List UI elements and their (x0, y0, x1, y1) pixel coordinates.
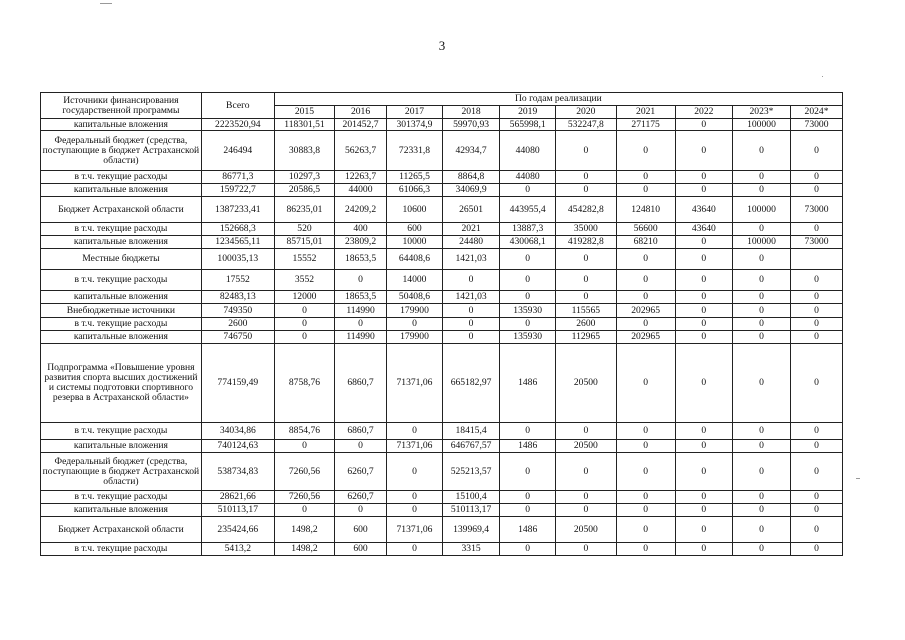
scan-speck (856, 478, 860, 479)
row-label: капитальные вложения (41, 291, 202, 304)
row-label: капитальные вложения (41, 236, 202, 249)
cell-year-value: 0 (274, 440, 334, 453)
cell-year-value: 0 (791, 223, 843, 236)
cell-year-value: 1486 (500, 517, 556, 543)
cell-year-value: 0 (791, 318, 843, 331)
cell-year-value: 0 (791, 543, 843, 556)
header-year: 2024* (791, 106, 843, 119)
cell-total: 100035,13 (201, 249, 274, 270)
cell-year-value: 15100,4 (443, 491, 500, 504)
cell-total: 774159,49 (201, 344, 274, 423)
table-row (41, 304, 843, 318)
row-label: Местные бюджеты (41, 249, 202, 270)
cell-year-value: 0 (732, 504, 790, 517)
cell-year-value: 112965 (556, 331, 616, 344)
cell-year-value: 18653,5 (335, 249, 387, 270)
row-label: Федеральный бюджет (средства, поступающие в бюджет Астраханской области) (41, 453, 202, 491)
cell-year-value: 179900 (386, 304, 442, 318)
cell-year-value: 0 (791, 304, 843, 318)
header-sources: Источники финансирования государственной программы (41, 93, 202, 119)
cell-year-value: 520 (274, 223, 334, 236)
table-row (41, 344, 843, 423)
cell-year-value: 0 (500, 423, 556, 440)
cell-year-value: 0 (732, 543, 790, 556)
cell-year-value: 13887,3 (500, 223, 556, 236)
cell-year-value: 271175 (616, 119, 675, 131)
cell-year-value: 0 (616, 440, 675, 453)
cell-total: 17552 (201, 270, 274, 291)
table-row (41, 223, 843, 236)
row-label: в т.ч. текущие расходы (41, 171, 202, 184)
cell-year-value: 179900 (386, 331, 442, 344)
header-row-top (41, 93, 843, 106)
cell-year-value: 6860,7 (335, 344, 387, 423)
cell-year-value: 0 (616, 131, 675, 171)
cell-year-value: 100000 (732, 236, 790, 249)
row-label: в т.ч. текущие расходы (41, 270, 202, 291)
cell-year-value: 600 (335, 517, 387, 543)
cell-year-value: 0 (274, 504, 334, 517)
cell-year-value: 0 (732, 344, 790, 423)
cell-year-value: 0 (386, 318, 442, 331)
cell-year-value: 0 (675, 344, 732, 423)
cell-total: 235424,66 (201, 517, 274, 543)
cell-year-value: 3552 (274, 270, 334, 291)
cell-year-value: 44080 (500, 171, 556, 184)
cell-year-value: 0 (616, 517, 675, 543)
cell-year-value: 71371,06 (386, 517, 442, 543)
cell-year-value: 0 (335, 318, 387, 331)
cell-year-value: 0 (791, 331, 843, 344)
header-total: Всего (201, 93, 274, 119)
cell-year-value: 0 (616, 270, 675, 291)
cell-year-value: 56600 (616, 223, 675, 236)
cell-year-value: 100000 (732, 197, 790, 223)
cell-year-value: 400 (335, 223, 387, 236)
cell-year-value: 56263,7 (335, 131, 387, 171)
cell-year-value: 0 (675, 453, 732, 491)
table-row (41, 517, 843, 543)
cell-year-value: 0 (791, 344, 843, 423)
header-year: 2022 (675, 106, 732, 119)
cell-year-value: 0 (556, 291, 616, 304)
cell-year-value: 0 (732, 440, 790, 453)
cell-year-value: 0 (556, 171, 616, 184)
cell-year-value: 3315 (443, 543, 500, 556)
row-label: капитальные вложения (41, 504, 202, 517)
cell-year-value: 0 (500, 543, 556, 556)
cell-year-value: 0 (675, 270, 732, 291)
row-label: Бюджет Астраханской области (41, 517, 202, 543)
cell-year-value: 0 (732, 291, 790, 304)
cell-year-value: 0 (335, 440, 387, 453)
header-year: 2020 (556, 106, 616, 119)
cell-year-value: 202965 (616, 304, 675, 318)
cell-year-value: 0 (386, 423, 442, 440)
cell-year-value: 0 (791, 270, 843, 291)
cell-year-value: 0 (556, 184, 616, 197)
cell-year-value: 71371,06 (386, 440, 442, 453)
cell-year-value: 0 (556, 543, 616, 556)
cell-year-value: 0 (500, 453, 556, 491)
table-row (41, 270, 843, 291)
cell-year-value: 0 (616, 291, 675, 304)
scan-speck (100, 3, 112, 4)
cell-total: 34034,86 (201, 423, 274, 440)
cell-total: 86771,3 (201, 171, 274, 184)
cell-year-value: 6260,7 (335, 491, 387, 504)
cell-year-value: 59970,93 (443, 119, 500, 131)
cell-year-value: 0 (335, 270, 387, 291)
cell-year-value: 0 (791, 440, 843, 453)
cell-year-value: 0 (791, 517, 843, 543)
cell-year-value: 0 (616, 543, 675, 556)
cell-year-value: 0 (791, 504, 843, 517)
cell-year-value: 0 (616, 453, 675, 491)
cell-year-value: 0 (274, 331, 334, 344)
row-label: в т.ч. текущие расходы (41, 318, 202, 331)
cell-year-value: 10000 (386, 236, 442, 249)
cell-year-value: 0 (675, 331, 732, 344)
row-label: Внебюджетные источники (41, 304, 202, 318)
cell-year-value: 24480 (443, 236, 500, 249)
cell-total: 2600 (201, 318, 274, 331)
row-label: Федеральный бюджет (средства, поступающие в бюджет Астраханской области) (41, 131, 202, 171)
cell-year-value: 44000 (335, 184, 387, 197)
cell-year-value: 0 (732, 331, 790, 344)
cell-year-value: 6860,7 (335, 423, 387, 440)
cell-year-value: 135930 (500, 304, 556, 318)
table-row (41, 440, 843, 453)
table-row (41, 131, 843, 171)
cell-year-value: 454282,8 (556, 197, 616, 223)
row-label: капитальные вложения (41, 331, 202, 344)
cell-year-value: 0 (556, 249, 616, 270)
cell-year-value: 665182,97 (443, 344, 500, 423)
cell-year-value: 0 (675, 119, 732, 131)
cell-year-value: 43640 (675, 223, 732, 236)
cell-year-value: 114990 (335, 304, 387, 318)
cell-year-value: 20500 (556, 440, 616, 453)
table-row (41, 171, 843, 184)
cell-year-value: 202965 (616, 331, 675, 344)
cell-total: 82483,13 (201, 291, 274, 304)
cell-year-value: 0 (675, 543, 732, 556)
cell-year-value: 0 (732, 318, 790, 331)
cell-year-value: 0 (500, 318, 556, 331)
cell-year-value: 0 (556, 423, 616, 440)
cell-year-value: 0 (791, 171, 843, 184)
cell-year-value: 0 (616, 171, 675, 184)
cell-year-value: 0 (675, 440, 732, 453)
table-row (41, 291, 843, 304)
cell-year-value: 72331,8 (386, 131, 442, 171)
cell-year-value: 0 (616, 344, 675, 423)
cell-year-value: 26501 (443, 197, 500, 223)
cell-total: 1387233,41 (201, 197, 274, 223)
cell-total: 246494 (201, 131, 274, 171)
cell-year-value: 0 (732, 517, 790, 543)
cell-year-value: 68210 (616, 236, 675, 249)
cell-year-value: 1421,03 (443, 291, 500, 304)
cell-year-value: 0 (791, 491, 843, 504)
financing-table (40, 92, 843, 556)
cell-year-value: 43640 (675, 197, 732, 223)
cell-total: 538734,83 (201, 453, 274, 491)
cell-year-value: 0 (616, 423, 675, 440)
cell-year-value: 2021 (443, 223, 500, 236)
cell-year-value: 0 (675, 491, 732, 504)
cell-total: 510113,17 (201, 504, 274, 517)
table-row (41, 504, 843, 517)
cell-year-value: 73000 (791, 236, 843, 249)
cell-year-value: 0 (791, 291, 843, 304)
cell-year-value: 0 (732, 453, 790, 491)
cell-year-value: 135930 (500, 331, 556, 344)
cell-year-value: 11265,5 (386, 171, 442, 184)
cell-year-value: 1498,2 (274, 517, 334, 543)
cell-year-value: 0 (791, 453, 843, 491)
table-row (41, 119, 843, 131)
cell-year-value: 0 (386, 504, 442, 517)
cell-year-value: 30883,8 (274, 131, 334, 171)
cell-year-value: 73000 (791, 119, 843, 131)
table-row (41, 197, 843, 223)
table-row (41, 543, 843, 556)
cell-year-value: 0 (675, 517, 732, 543)
cell-total: 159722,7 (201, 184, 274, 197)
cell-year-value: 0 (732, 491, 790, 504)
cell-year-value: 0 (500, 184, 556, 197)
cell-year-value: 0 (675, 304, 732, 318)
cell-year-value: 8854,76 (274, 423, 334, 440)
cell-year-value: 1498,2 (274, 543, 334, 556)
table-row (41, 318, 843, 331)
cell-year-value: 0 (443, 331, 500, 344)
cell-year-value: 0 (675, 318, 732, 331)
cell-year-value: 0 (732, 270, 790, 291)
cell-total: 152668,3 (201, 223, 274, 236)
cell-year-value: 20586,5 (274, 184, 334, 197)
cell-year-value: 0 (791, 423, 843, 440)
cell-year-value: 2600 (556, 318, 616, 331)
cell-year-value: 600 (335, 543, 387, 556)
cell-year-value: 0 (616, 249, 675, 270)
row-label: в т.ч. текущие расходы (41, 223, 202, 236)
cell-year-value: 7260,56 (274, 491, 334, 504)
cell-year-value: 0 (556, 491, 616, 504)
cell-year-value: 532247,8 (556, 119, 616, 131)
cell-year-value: 0 (675, 131, 732, 171)
cell-year-value: 35000 (556, 223, 616, 236)
cell-year-value: 0 (675, 423, 732, 440)
cell-year-value: 0 (556, 504, 616, 517)
cell-year-value: 24209,2 (335, 197, 387, 223)
cell-year-value: 646767,57 (443, 440, 500, 453)
row-label: в т.ч. текущие расходы (41, 543, 202, 556)
table-row (41, 453, 843, 491)
cell-year-value: 0 (675, 291, 732, 304)
cell-year-value: 115565 (556, 304, 616, 318)
page-number: 3 (438, 38, 446, 53)
cell-total: 5413,2 (201, 543, 274, 556)
table-row (41, 491, 843, 504)
cell-year-value: 114990 (335, 331, 387, 344)
cell-year-value: 8864,8 (443, 171, 500, 184)
cell-year-value: 124810 (616, 197, 675, 223)
row-label: в т.ч. текущие расходы (41, 423, 202, 440)
cell-total: 740124,63 (201, 440, 274, 453)
cell-year-value: 100000 (732, 119, 790, 131)
cell-year-value: 18653,5 (335, 291, 387, 304)
cell-year-value: 42934,7 (443, 131, 500, 171)
scan-speck (822, 76, 823, 77)
table-row (41, 249, 843, 270)
cell-year-value: 600 (386, 223, 442, 236)
cell-year-value: 443955,4 (500, 197, 556, 223)
cell-year-value: 44080 (500, 131, 556, 171)
table-row (41, 236, 843, 249)
cell-year-value: 510113,17 (443, 504, 500, 517)
row-label: капитальные вложения (41, 440, 202, 453)
cell-year-value: 0 (500, 291, 556, 304)
header-year: 2021 (616, 106, 675, 119)
header-year: 2016 (335, 106, 387, 119)
cell-year-value: 0 (616, 318, 675, 331)
row-label: капитальные вложения (41, 184, 202, 197)
cell-year-value: 0 (386, 543, 442, 556)
cell-total: 749350 (201, 304, 274, 318)
cell-year-value: 0 (500, 270, 556, 291)
cell-year-value: 12000 (274, 291, 334, 304)
row-label: в т.ч. текущие расходы (41, 491, 202, 504)
cell-year-value: 0 (732, 223, 790, 236)
cell-year-value: 0 (556, 270, 616, 291)
cell-year-value: 0 (274, 304, 334, 318)
header-by-years: По годам реализации (274, 93, 842, 106)
row-label: капитальные вложения (41, 119, 202, 131)
cell-year-value: 0 (616, 504, 675, 517)
cell-year-value: 0 (443, 318, 500, 331)
cell-year-value: 0 (335, 504, 387, 517)
cell-year-value: 34069,9 (443, 184, 500, 197)
row-label: Подпрограмма «Повышение уровня развития спорта высших достижений и системы подготовки спортивного резерва в Астраханской области» (41, 344, 202, 423)
cell-year-value: 0 (675, 171, 732, 184)
header-year: 2019 (500, 106, 556, 119)
cell-year-value: 71371,06 (386, 344, 442, 423)
header-year: 2015 (274, 106, 334, 119)
cell-year-value: 0 (556, 131, 616, 171)
cell-year-value: 20500 (556, 517, 616, 543)
cell-total: 1234565,11 (201, 236, 274, 249)
cell-year-value: 0 (732, 171, 790, 184)
row-label: Бюджет Астраханской области (41, 197, 202, 223)
cell-year-value: 0 (556, 453, 616, 491)
cell-year-value: 12263,7 (335, 171, 387, 184)
cell-year-value: 73000 (791, 197, 843, 223)
table-row (41, 184, 843, 197)
cell-year-value: 0 (274, 318, 334, 331)
cell-year-value: 64408,6 (386, 249, 442, 270)
cell-year-value: 0 (791, 131, 843, 171)
cell-year-value: 0 (500, 491, 556, 504)
cell-year-value: 201452,7 (335, 119, 387, 131)
cell-year-value: 18415,4 (443, 423, 500, 440)
header-year: 2017 (386, 106, 442, 119)
cell-year-value: 10600 (386, 197, 442, 223)
cell-year-value: 6260,7 (335, 453, 387, 491)
cell-year-value: 1486 (500, 440, 556, 453)
header-year: 2023* (732, 106, 790, 119)
cell-year-value: 139969,4 (443, 517, 500, 543)
cell-year-value: 15552 (274, 249, 334, 270)
cell-year-value: 0 (616, 184, 675, 197)
cell-year-value: 86235,01 (274, 197, 334, 223)
cell-year-value: 0 (732, 249, 790, 270)
table-row (41, 423, 843, 440)
header-year: 2018 (443, 106, 500, 119)
cell-year-value: 20500 (556, 344, 616, 423)
cell-year-value: 85715,01 (274, 236, 334, 249)
cell-year-value: 0 (386, 453, 442, 491)
cell-year-value: 0 (675, 504, 732, 517)
cell-year-value: 525213,57 (443, 453, 500, 491)
cell-total: 746750 (201, 331, 274, 344)
cell-year-value: 419282,8 (556, 236, 616, 249)
cell-year-value: 0 (443, 304, 500, 318)
cell-year-value: 565998,1 (500, 119, 556, 131)
cell-year-value: 10297,3 (274, 171, 334, 184)
cell-total: 2223520,94 (201, 119, 274, 131)
cell-year-value: 1486 (500, 344, 556, 423)
cell-year-value: 430068,1 (500, 236, 556, 249)
cell-year-value: 0 (616, 491, 675, 504)
cell-year-value: 0 (675, 249, 732, 270)
cell-year-value (791, 249, 843, 270)
cell-total: 28621,66 (201, 491, 274, 504)
cell-year-value: 0 (675, 236, 732, 249)
cell-year-value: 0 (732, 184, 790, 197)
cell-year-value: 0 (500, 504, 556, 517)
cell-year-value: 50408,6 (386, 291, 442, 304)
cell-year-value: 0 (500, 249, 556, 270)
cell-year-value: 0 (675, 184, 732, 197)
cell-year-value: 61066,3 (386, 184, 442, 197)
table-row (41, 331, 843, 344)
cell-year-value: 1421,03 (443, 249, 500, 270)
cell-year-value: 0 (732, 131, 790, 171)
cell-year-value: 0 (791, 184, 843, 197)
cell-year-value: 0 (732, 423, 790, 440)
cell-year-value: 0 (732, 304, 790, 318)
cell-year-value: 23809,2 (335, 236, 387, 249)
cell-year-value: 7260,56 (274, 453, 334, 491)
table-body (41, 119, 843, 556)
cell-year-value: 118301,51 (274, 119, 334, 131)
cell-year-value: 0 (443, 270, 500, 291)
cell-year-value: 8758,76 (274, 344, 334, 423)
cell-year-value: 14000 (386, 270, 442, 291)
cell-year-value: 0 (386, 491, 442, 504)
cell-year-value: 301374,9 (386, 119, 442, 131)
